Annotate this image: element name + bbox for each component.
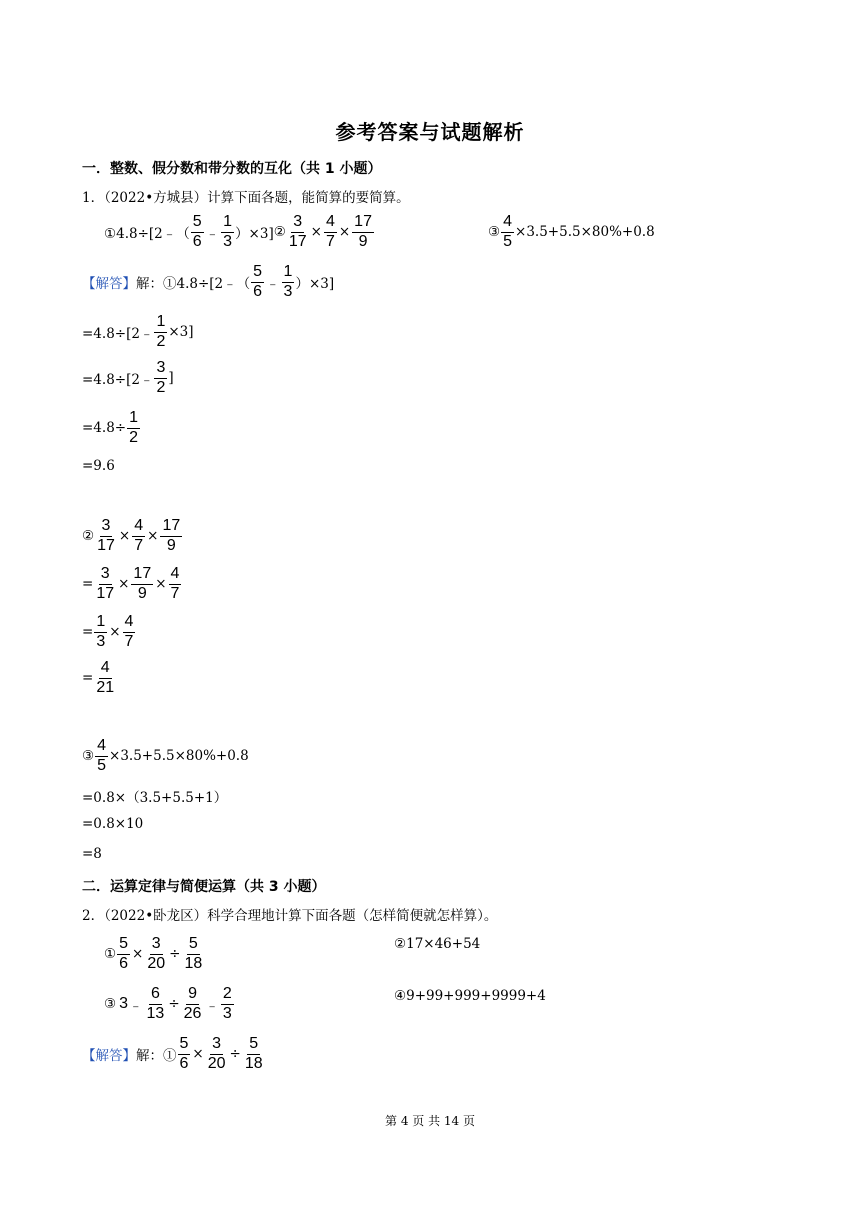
q1-c2-line-2: = $\frac{3}{17}$ × $\frac{17}{9}$ × $\frac{4}{7}$	[82, 565, 180, 602]
fraction: $\frac{3}{17}$	[288, 213, 307, 250]
fraction: $\frac{5}{18}$	[244, 1035, 263, 1072]
fraction: $\frac{9}{26}$	[183, 985, 202, 1022]
q1-answer-line: 【解答】 解：①4.8÷[2﹣（ $\frac{5}{6}$ ﹣ $\frac{1}{3}$ ）×3]	[82, 263, 335, 300]
fraction: $\frac{4}{5}$	[503, 213, 513, 250]
page-footer: 第 4 页 共 14 页	[385, 1114, 475, 1128]
fraction: $\frac{1}{3}$	[223, 213, 233, 250]
q2-problem-4: ④9+99+999+9999+4	[394, 988, 546, 1004]
fraction: $\frac{2}{3}$	[222, 985, 232, 1022]
fraction: $\frac{4}{7}$	[170, 565, 180, 602]
fraction: $\frac{1}{3}$	[96, 613, 106, 650]
answer-tag: 【解答】	[82, 276, 136, 293]
q1-c3-line-1: ③ $\frac{4}{5}$ ×3.5+5.5×80%+0.8	[82, 737, 249, 774]
page-title: 参考答案与试题解析	[335, 120, 525, 144]
q1-step-2: =4.8÷[2﹣ $\frac{3}{2}$ ]	[82, 359, 174, 396]
fraction: $\frac{1}{3}$	[283, 263, 293, 300]
fraction: $\frac{1}{2}$	[129, 409, 138, 446]
q1-c3-line-4: =8	[82, 846, 102, 862]
q1-problem-3: ③ $\frac{4}{5}$ ×3.5+5.5×80%+0.8	[488, 213, 655, 250]
fraction: $\frac{4}{7}$	[325, 213, 335, 250]
q2-answer-line: 【解答】 解：① $\frac{5}{6}$ × $\frac{3}{20}$ ÷ $\frac{5}{18}$	[82, 1035, 263, 1072]
q1-c3-line-2: =0.8×（3.5+5.5+1）	[82, 790, 228, 806]
fraction: $\frac{3}{17}$	[97, 517, 115, 554]
section-heading-1: 一．整数、假分数和带分数的互化（共 1 小题）	[82, 161, 382, 177]
fraction: $\frac{5}{18}$	[184, 935, 203, 972]
fraction: $\frac{4}{7}$	[124, 613, 134, 650]
fraction: $\frac{17}{9}$	[162, 517, 181, 554]
fraction: $\frac{17}{9}$	[354, 213, 372, 250]
fraction: $\frac{5}{6}$	[119, 935, 129, 972]
question-1: 1．（2022•方城县）计算下面各题，能简算的要简算。	[82, 190, 410, 206]
fraction: $\frac{4}{21}$	[96, 659, 115, 696]
q1-problems-1-2: ①4.8÷[2﹣（ $\frac{5}{6}$ ﹣ $\frac{1}{3}$ ）×3] ② $\frac{3}{17}$ × $\frac{4}{7}$ × $\frac{17}{9}$	[104, 213, 372, 250]
section-heading-2: 二．运算定律与简便运算（共 3 小题）	[82, 879, 326, 895]
q2-problem-2: ②17×46+54	[394, 936, 481, 952]
q1-step-3: =4.8÷ $\frac{1}{2}$	[82, 409, 138, 446]
q2-problem-1: ① $\frac{5}{6}$ × $\frac{3}{20}$ ÷ $\frac{5}{18}$	[104, 935, 203, 972]
q1-step-4: =9.6	[82, 458, 115, 474]
fraction: $\frac{5}{6}$	[253, 263, 263, 300]
fraction: $\frac{1}{2}$	[156, 313, 166, 350]
fraction: $\frac{3}{20}$	[147, 935, 166, 972]
answer-tag: 【解答】	[82, 1048, 136, 1065]
fraction: $\frac{4}{5}$	[97, 737, 107, 774]
q1-c2-line-1: ② $\frac{3}{17}$ × $\frac{4}{7}$ × $\frac{17}{9}$	[82, 517, 181, 554]
fraction: $\frac{5}{6}$	[179, 1035, 189, 1072]
fraction: $\frac{3}{17}$	[96, 565, 115, 602]
q1-c2-line-4: = $\frac{4}{21}$	[82, 659, 115, 696]
q1-c3-line-3: =0.8×10	[82, 816, 144, 832]
q1-step-1: =4.8÷[2﹣ $\frac{1}{2}$ ×3]	[82, 313, 194, 350]
fraction: $\frac{5}{6}$	[192, 213, 202, 250]
fraction: $\frac{4}{7}$	[134, 517, 144, 554]
fraction: $\frac{3}{2}$	[156, 359, 166, 396]
q1-c2-line-3: = $\frac{1}{3}$ × $\frac{4}{7}$	[82, 613, 134, 650]
fraction: $\frac{3}{20}$	[207, 1035, 226, 1072]
fraction: $\frac{6}{13}$	[146, 985, 165, 1022]
fraction: $\frac{17}{9}$	[133, 565, 152, 602]
q2-problem-3: ③ 3 ﹣ $\frac{6}{13}$ ÷ $\frac{9}{26}$ ﹣ $\frac{2}{3}$	[104, 985, 232, 1022]
question-2: 2．（2022•卧龙区）科学合理地计算下面各题（怎样简便就怎样算）。	[82, 908, 498, 924]
